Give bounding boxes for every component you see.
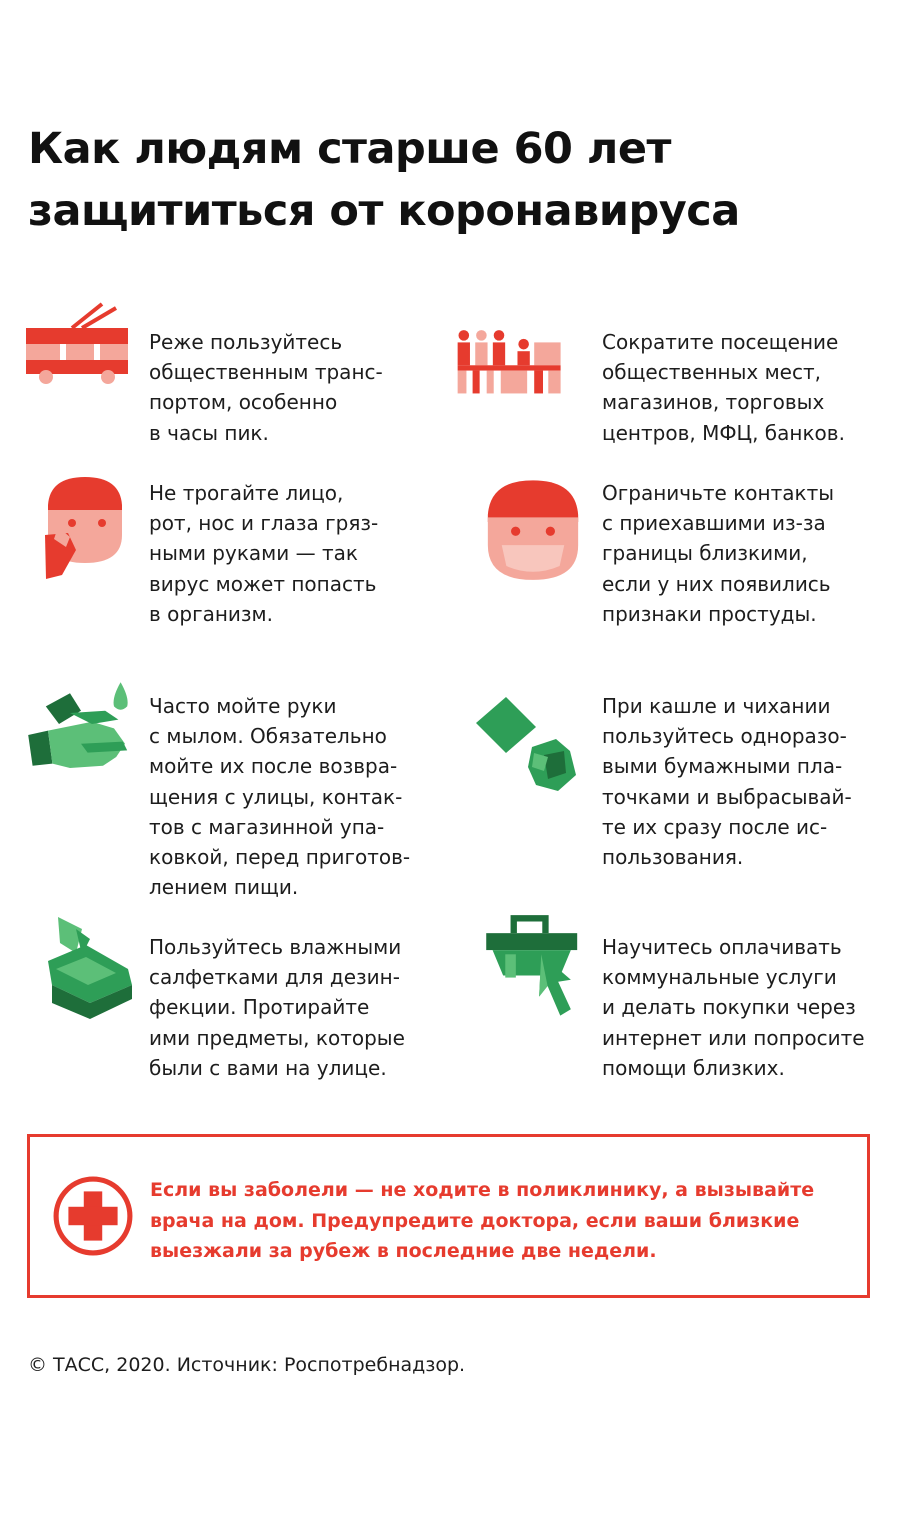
item-public-places-line: центров, МФЦ, банков.	[602, 420, 845, 445]
item-online-line: коммунальные услуги	[602, 965, 837, 990]
item-face-touch-line: рот, нос и глаза гряз-	[149, 511, 379, 536]
item-hand-wash-line: с мылом. Обязательно	[149, 724, 387, 749]
page-title	[28, 118, 868, 242]
item-online-line: Научитесь оплачивать	[602, 935, 842, 959]
item-wet-wipes-line: были с вами на улице.	[149, 1055, 387, 1080]
item-hand-wash	[149, 691, 424, 902]
online-shopping-icon	[482, 912, 592, 1022]
item-hand-wash-line: лением пищи.	[149, 875, 299, 900]
item-tissues-line: те их сразу после ис-	[602, 814, 828, 839]
tissue-icon	[474, 690, 584, 800]
item-tissues-line: выми бумажными пла-	[602, 754, 843, 779]
item-online-line: и делать покупки через	[602, 995, 856, 1020]
item-transport-line: Реже пользуйтесь	[149, 330, 343, 354]
item-transport-line: общественным транс-	[149, 360, 383, 385]
crowd-icon	[455, 305, 565, 415]
item-tissues	[602, 691, 877, 872]
face-touch-icon	[30, 475, 140, 585]
item-face-touch-line: ными руками — так	[149, 541, 358, 566]
item-face-touch-line: Не трогайте лицо,	[149, 481, 344, 505]
item-public-places-line: общественных мест,	[602, 360, 821, 385]
item-public-places-line: магазинов, торговых	[602, 390, 825, 415]
item-online-line: интернет или попросите	[602, 1025, 865, 1050]
item-contacts-line: с приехавшими из-за	[602, 511, 826, 536]
item-contacts-line: признаки простуды.	[602, 601, 817, 626]
item-hand-wash-line: щения с улицы, контак-	[149, 784, 403, 809]
item-face-touch-line: вирус может попасть	[149, 571, 377, 596]
item-face-touch-line: в организм.	[149, 601, 273, 626]
item-tissues-line: пользуйтесь одноразо-	[602, 724, 847, 749]
trolleybus-icon	[24, 300, 134, 410]
item-online	[602, 932, 877, 1083]
item-transport-line: в часы пик.	[149, 420, 269, 445]
notice-text	[150, 1175, 850, 1267]
item-contacts-line: границы близкими,	[602, 541, 808, 566]
wet-wipes-icon	[36, 915, 146, 1025]
item-face-touch	[149, 478, 424, 629]
item-hand-wash-line: мойте их после возвра-	[149, 754, 398, 779]
notice-line: выезжали за рубеж в последние две недели.	[150, 1240, 657, 1262]
source-credit: © ТАСС, 2020. Источник: Роспотребнадзор.	[28, 1354, 466, 1376]
notice-line: Если вы заболели — не ходите в поликлинику, а вызывайте	[150, 1179, 815, 1201]
item-tissues-line: пользования.	[602, 845, 744, 870]
face-mask-icon	[478, 478, 588, 588]
notice-line: врача на дом. Предупредите доктора, если ваши близкие	[150, 1209, 800, 1232]
medical-cross-icon	[52, 1175, 134, 1257]
item-public-places	[602, 327, 877, 448]
item-wet-wipes	[149, 932, 424, 1083]
item-wet-wipes-line: ими предметы, которые	[149, 1025, 405, 1050]
item-wet-wipes-line: Пользуйтесь влажными	[149, 935, 402, 959]
item-transport	[149, 327, 424, 448]
item-wet-wipes-line: салфетками для дезин-	[149, 965, 400, 990]
item-tissues-line: При кашле и чихании	[602, 694, 831, 718]
item-hand-wash-line: тов с магазинной упа-	[149, 814, 385, 839]
item-contacts	[602, 478, 877, 629]
item-transport-line: портом, особенно	[149, 390, 338, 415]
warning-notice	[27, 1134, 870, 1298]
title-line-2: защититься от коронавируса	[28, 186, 740, 236]
hand-wash-icon	[26, 680, 136, 790]
item-tissues-line: точками и выбрасывай-	[602, 784, 852, 809]
item-public-places-line: Сократите посещение	[602, 330, 839, 354]
item-contacts-line: если у них появились	[602, 571, 831, 596]
item-online-line: помощи близких.	[602, 1055, 785, 1080]
item-wet-wipes-line: фекции. Протирайте	[149, 995, 370, 1020]
title-line-1: Как людям старше 60 лет	[28, 124, 671, 174]
item-hand-wash-line: ковкой, перед приготов-	[149, 845, 411, 870]
item-hand-wash-line: Часто мойте руки	[149, 694, 337, 718]
item-contacts-line: Ограничьте контакты	[602, 481, 835, 505]
